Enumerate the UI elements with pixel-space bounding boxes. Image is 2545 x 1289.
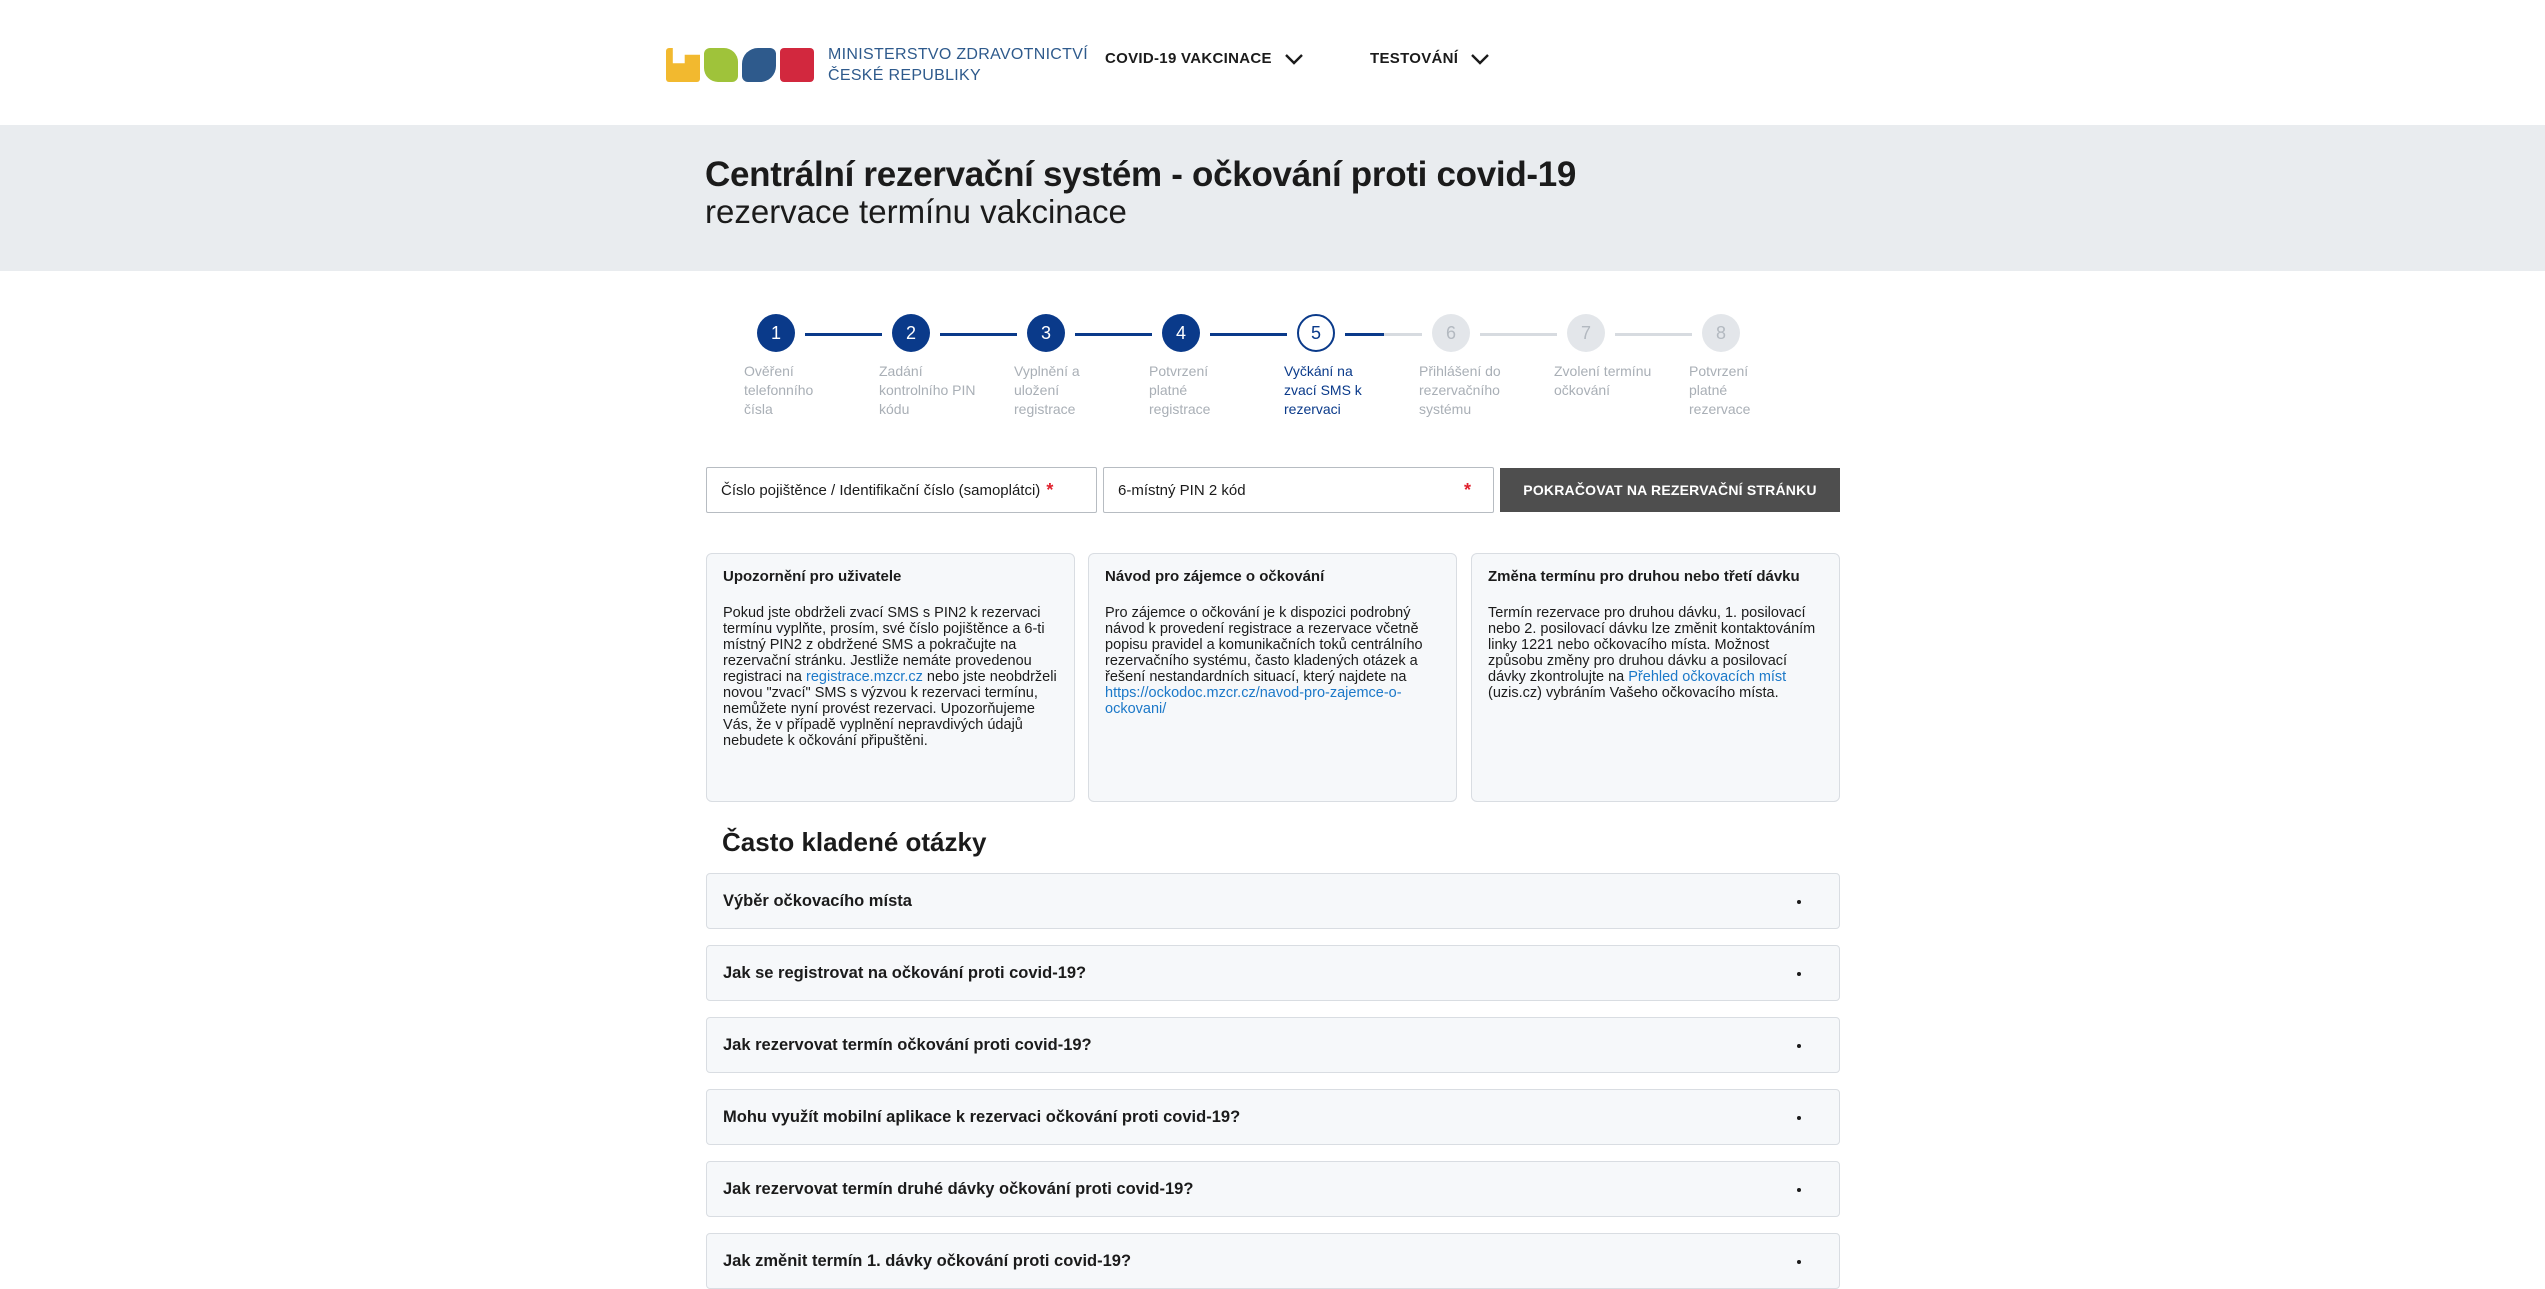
step-number: 3 <box>1027 314 1065 352</box>
faq-title: Často kladené otázky <box>722 827 987 857</box>
chevron-down-icon <box>1284 52 1304 66</box>
nav-covid-vaccination[interactable] <box>1105 50 1304 67</box>
expand-icon <box>1797 1188 1801 1192</box>
step-label: Zvolení termínu očkování <box>1554 363 1652 398</box>
faq-item[interactable] <box>706 873 1840 929</box>
faq-question: Jak se registrovat na očkování proti covid-19? <box>723 963 1087 982</box>
logo-line-1: MINISTERSTVO ZDRAVOTNICTVÍ <box>828 46 1088 63</box>
logo-line-2: ČESKÉ REPUBLIKY <box>828 67 981 84</box>
pin2-input[interactable] <box>1103 467 1494 513</box>
ministry-logo[interactable] <box>666 44 1088 86</box>
vaccination-sites-link[interactable]: Přehled očkovacích míst <box>1628 669 1787 685</box>
faq-question: Výběr očkovacího místa <box>723 891 912 910</box>
step-connector <box>1210 333 1287 336</box>
card-text: Pro zájemce o očkování je k dispozici podrobný návod k provedení registrace a rezervace včetně popisu pravidel a komunikačních toků centrálního rezervačního systému, často kladených otázek a řešení nestandardních situací, který najdete na https://ockodoc.mzcr.cz/navod-pro-zajemce-o-ockovani/ <box>1105 605 1423 717</box>
expand-icon <box>1797 972 1801 976</box>
continue-to-reservation-button[interactable]: POKRAČOVAT NA REZERVAČNÍ STRÁNKU <box>1500 468 1840 512</box>
step-label: Zadání kontrolního PIN kódu <box>879 363 976 417</box>
faq-item[interactable] <box>706 1017 1840 1073</box>
step-connector <box>805 333 882 336</box>
nav-covid-vaccination-label: COVID-19 VAKCINACE <box>1105 50 1272 67</box>
guide-link[interactable]: https://ockodoc.mzcr.cz/navod-pro-zajemce-o-ockovani/ <box>1105 685 1402 717</box>
step-number: 4 <box>1162 314 1200 352</box>
page-subtitle: rezervace termínu vakcinace <box>705 193 1127 230</box>
step-connector <box>1075 333 1152 336</box>
faq-item[interactable] <box>706 1089 1840 1145</box>
insurance-number-input[interactable] <box>706 467 1097 513</box>
guide-card <box>1088 553 1457 802</box>
step-label: Vyčkání na zvací SMS k rezervaci <box>1284 363 1362 417</box>
logo-text <box>828 44 1088 86</box>
pin2-placeholder: 6-místný PIN 2 kód <box>1118 481 1246 499</box>
step-label: Vyplnění a uložení registrace <box>1014 363 1080 417</box>
required-mark: * <box>1463 479 1471 500</box>
faq-item[interactable] <box>706 1161 1840 1217</box>
expand-icon <box>1797 1260 1801 1264</box>
faq-question: Jak rezervovat termín očkování proti covid-19? <box>723 1035 1092 1054</box>
step-number: 7 <box>1567 314 1605 352</box>
step-label: Potvrzení platné registrace <box>1149 363 1211 417</box>
step-connector <box>1384 333 1422 336</box>
step-number: 6 <box>1432 314 1470 352</box>
registration-stepper <box>740 314 1751 424</box>
expand-icon <box>1797 1044 1801 1048</box>
step-label: Ověření telefonního čísla <box>744 363 814 417</box>
expand-icon <box>1797 1116 1801 1120</box>
registration-link[interactable]: registrace.mzcr.cz <box>806 669 923 685</box>
step-number: 1 <box>757 314 795 352</box>
faq-question: Jak rezervovat termín druhé dávky očkování proti covid-19? <box>723 1179 1194 1198</box>
card-title: Návod pro zájemce o očkování <box>1105 568 1325 585</box>
step-number: 8 <box>1702 314 1740 352</box>
dose-change-card <box>1471 553 1840 802</box>
chevron-down-icon <box>1470 52 1490 66</box>
user-notice-card <box>706 553 1075 802</box>
card-title: Změna termínu pro druhou nebo třetí dávku <box>1488 568 1800 585</box>
card-text: Pokud jste obdrželi zvací SMS s PIN2 k rezervaci termínu vyplňte, prosím, své číslo pojištěnce a 6-ti místný PIN2 z obdržené SMS a pokračujte na rezervační stránku. Jestliže nemáte provedenou registraci na registrace.mzcr.cz nebo jste neobdrželi novou "zvací" SMS s výzvou k rezervaci termínu, nemůžete nyní provést rezervaci. Upozorňujeme Vás, že v případě vyplnění nepravdivých údajů nebudete k očkování připuštěni. <box>723 605 1057 749</box>
step-number: 2 <box>892 314 930 352</box>
logo-mark <box>666 48 814 82</box>
card-text: Termín rezervace pro druhou dávku, 1. posilovací nebo 2. posilovací dávku lze změnit kontaktováním linky 1221 nebo očkovacího místa. Možnost způsobu změny pro druhou dávku a posilovací dávky zkontrolujte na Přehled očkovacích míst (uzis.cz) vybráním Vašeho očkovacího místa. <box>1488 605 1816 701</box>
faq-question: Mohu využít mobilní aplikace k rezervaci očkování proti covid-19? <box>723 1107 1241 1126</box>
card-title: Upozornění pro uživatele <box>723 568 902 585</box>
faq-item[interactable] <box>706 945 1840 1001</box>
insurance-number-placeholder: Číslo pojištěnce / Identifikační číslo (samoplátci) <box>721 481 1041 499</box>
nav-testing[interactable] <box>1370 50 1490 67</box>
step-connector <box>1345 333 1384 336</box>
page-title: Centrální rezervační systém - očkování proti covid-19 <box>705 155 1577 194</box>
page-hero <box>0 125 2545 271</box>
step-connector <box>940 333 1017 336</box>
required-mark: * <box>1046 479 1054 500</box>
step-connector <box>1615 333 1692 336</box>
top-header <box>0 0 2545 125</box>
faq-question: Jak změnit termín 1. dávky očkování proti covid-19? <box>723 1251 1132 1270</box>
nav-testing-label: TESTOVÁNÍ <box>1370 50 1459 67</box>
step-label: Potvrzení platné rezervace <box>1689 363 1751 417</box>
expand-icon <box>1797 900 1801 904</box>
step-connector <box>1480 333 1557 336</box>
step-number: 5 <box>1297 314 1335 352</box>
step-label: Přihlášení do rezervačního systému <box>1419 363 1501 417</box>
